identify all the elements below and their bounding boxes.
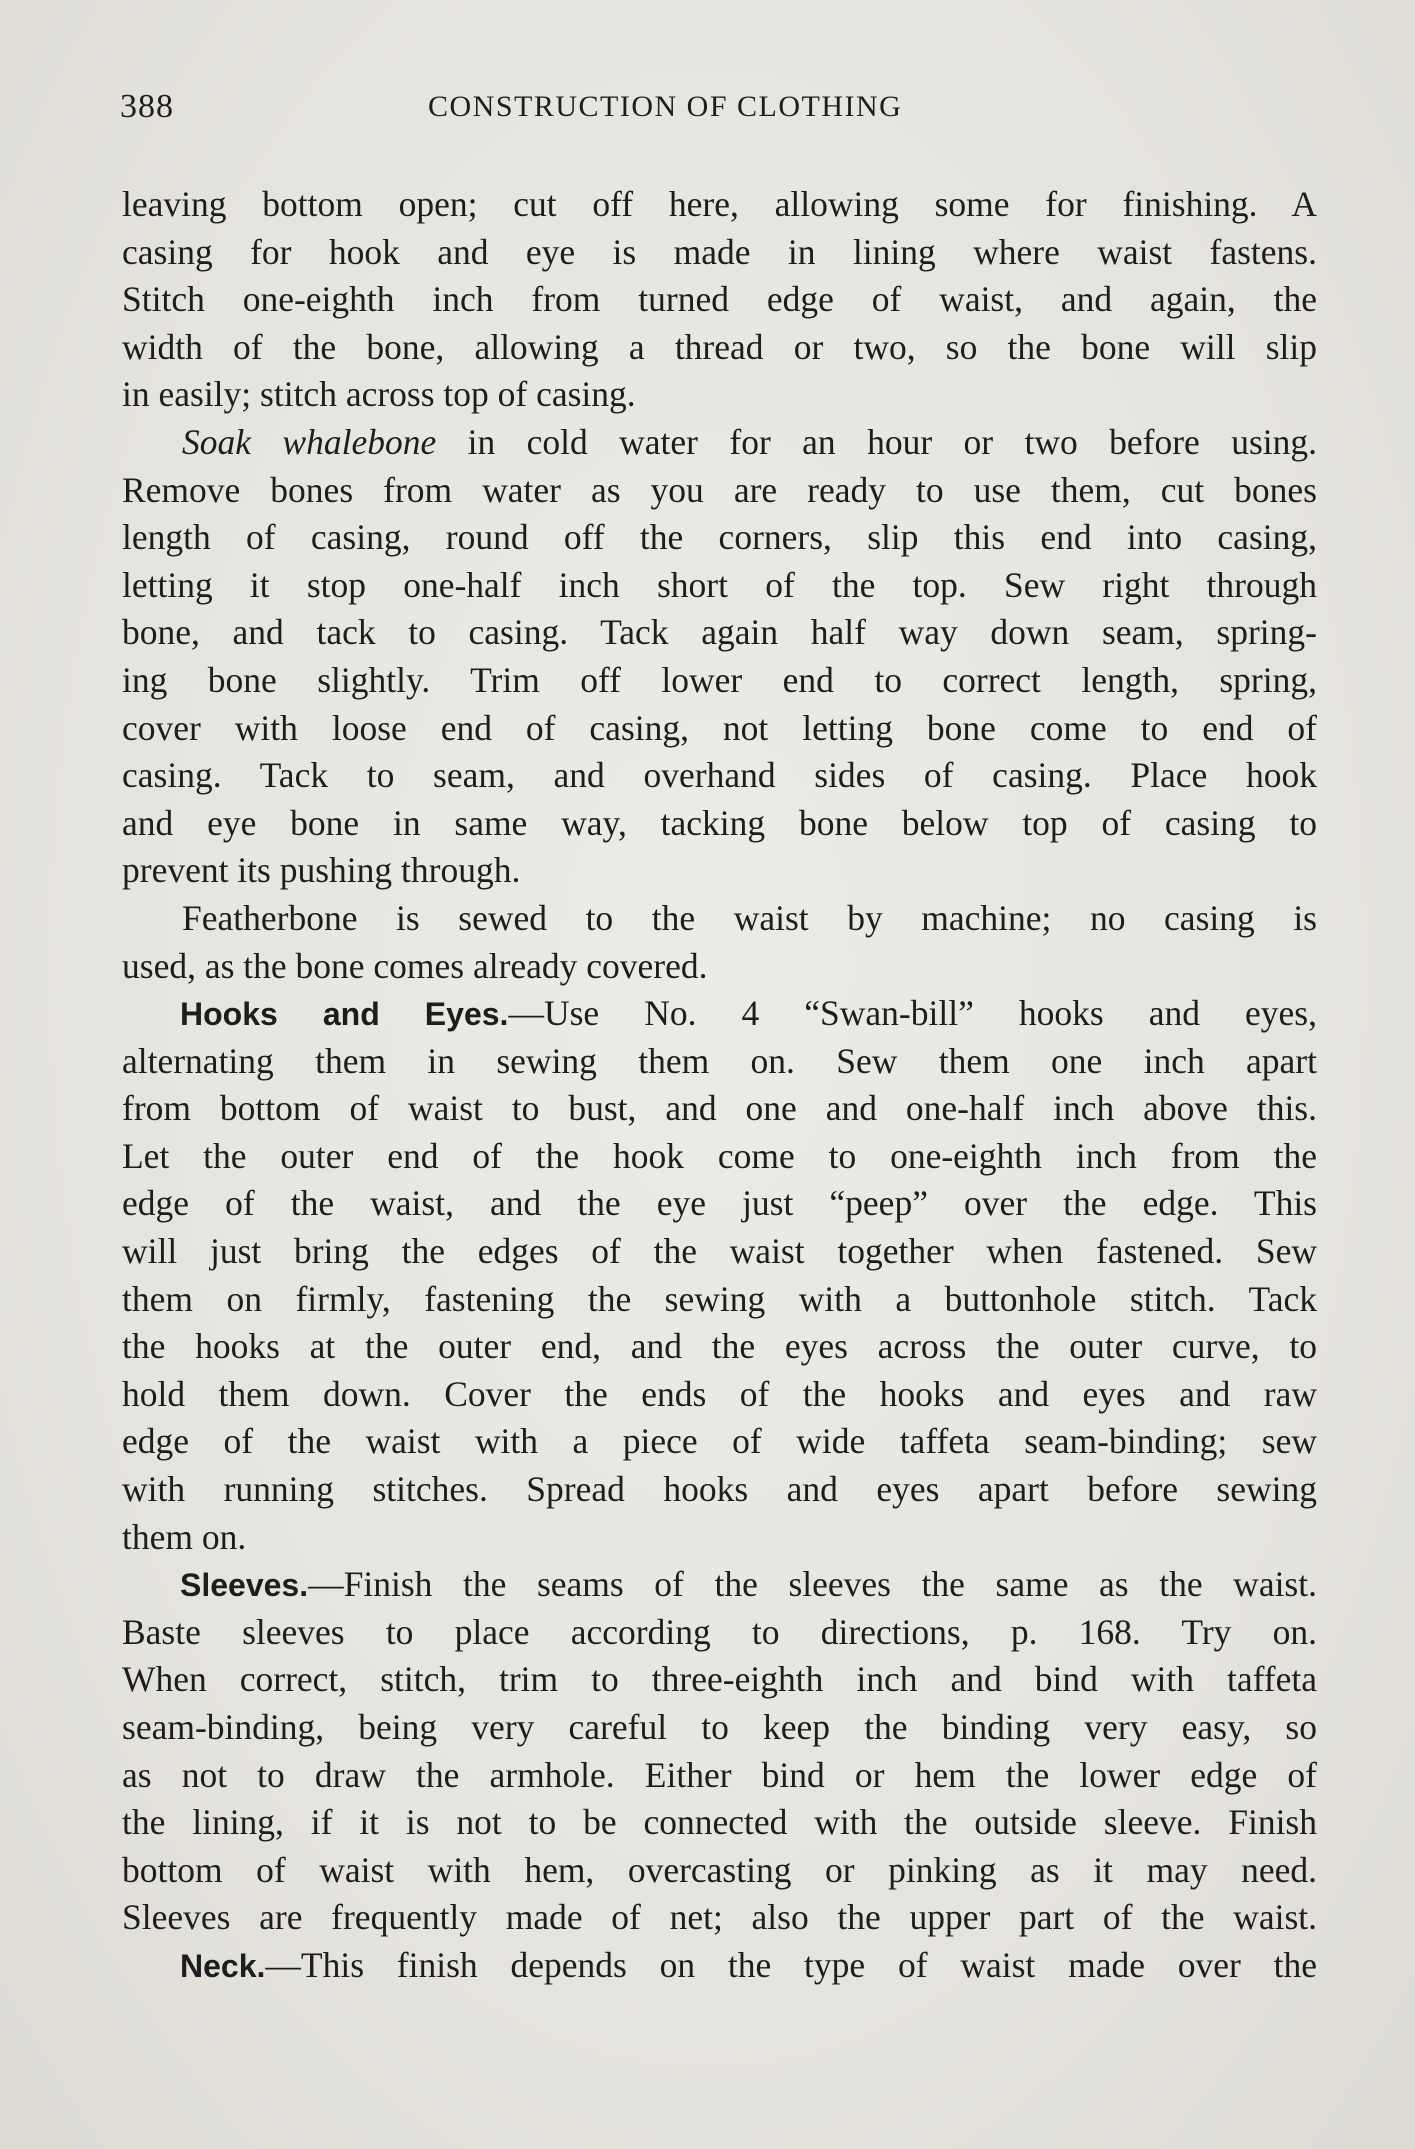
text-line: from bottom of waist to bust, and one and one-half inch above this. — [122, 1088, 1317, 1129]
text-line: the lining, if it is not to be connected with the outside sleeve. Finish — [122, 1802, 1317, 1843]
text-line: with running stitches. Spread hooks and eyes apart before sewing — [122, 1469, 1317, 1510]
text-line: in easily; stitch across top of casing. — [122, 374, 636, 415]
section-heading-line — [122, 990, 1317, 1038]
text-line: used, as the bone comes already covered. — [122, 945, 708, 986]
paragraph-start-line — [122, 419, 1317, 467]
text-line: edge of the waist with a piece of wide taffeta seam-binding; sew — [122, 1421, 1317, 1462]
text-line: casing. Tack to seam, and overhand sides of casing. Place hook — [122, 755, 1317, 796]
section-heading-hooks-and-eyes: Hooks and Eyes. — [180, 996, 509, 1033]
text-line: Remove bones from water as you are ready to use them, cut bones — [122, 469, 1317, 510]
section-heading-line — [122, 1942, 1317, 1990]
text-line: will just bring the edges of the waist together when fastened. Sew — [122, 1231, 1317, 1272]
running-head: CONSTRUCTION OF CLOTHING — [428, 90, 903, 123]
text-line: seam-binding, being very careful to keep the binding very easy, so — [122, 1707, 1317, 1747]
page-header — [120, 88, 1320, 138]
text-line: bone, and tack to casing. Tack again half way down seam, spring- — [122, 612, 1317, 653]
text-line: When correct, stitch, trim to three-eighth inch and bind with taffeta — [122, 1659, 1317, 1700]
body-text — [122, 181, 1317, 1990]
text-line: bottom of waist with hem, overcasting or pinking as it may need. — [122, 1849, 1317, 1890]
text-line: and eye bone in same way, tacking bone below top of casing to — [122, 802, 1317, 843]
text-line: the hooks at the outer end, and the eyes across the outer curve, to — [122, 1326, 1317, 1367]
text-line: edge of the waist, and the eye just “peep” over the edge. This — [122, 1183, 1317, 1224]
text-line: cover with loose end of casing, not letting bone come to end of — [122, 707, 1317, 748]
text-line: leaving bottom open; cut off here, allowing some for finishing. A — [122, 184, 1317, 224]
section-heading-sleeves: Sleeves. — [180, 1567, 309, 1604]
text-line: alternating them in sewing them on. Sew them one inch apart — [122, 1040, 1317, 1081]
page-number: 388 — [120, 88, 174, 125]
text-line: them on firmly, fastening the sewing with a buttonhole stitch. Tack — [122, 1278, 1317, 1319]
text-line: as not to draw the armhole. Either bind or hem the lower edge of — [122, 1754, 1317, 1795]
text-line: Stitch one-eighth inch from turned edge of waist, and again, the — [122, 279, 1317, 320]
section-heading-neck: Neck. — [180, 1947, 266, 1984]
text-line: width of the bone, allowing a thread or two, so the bone will slip — [122, 326, 1317, 367]
text-run: —This finish depends on the type of waist made over the — [265, 1944, 1317, 1985]
text-line: letting it stop one-half inch short of the top. Sew right through — [122, 564, 1317, 605]
text-line: hold them down. Cover the ends of the hooks and eyes and raw — [122, 1373, 1317, 1414]
section-heading-line — [122, 1561, 1317, 1609]
text-line: ing bone slightly. Trim off lower end to correct length, spring, — [122, 659, 1317, 700]
text-line: casing for hook and eye is made in lining where waist fastens. — [122, 231, 1317, 272]
text-run: in cold water for an hour or two before using. — [436, 421, 1317, 462]
text-run: —Use No. 4 “Swan-bill” hooks and eyes, — [508, 993, 1317, 1034]
text-line: length of casing, round off the corners, slip this end into casing, — [122, 517, 1317, 558]
text-line: Baste sleeves to place according to directions, p. 168. Try on. — [122, 1611, 1317, 1652]
text-line: Sleeves are frequently made of net; also the upper part of the waist. — [122, 1897, 1317, 1938]
text-line: prevent its pushing through. — [122, 850, 521, 891]
text-run: —Finish the seams of the sleeves the same as the waist. — [308, 1564, 1317, 1605]
paragraph-start-line: Featherbone is sewed to the waist by machine; no casing is — [182, 897, 1317, 938]
italic-phrase: Soak whalebone — [182, 421, 437, 462]
text-line: them on. — [122, 1516, 247, 1557]
text-line: Let the outer end of the hook come to one-eighth inch from the — [122, 1135, 1317, 1176]
